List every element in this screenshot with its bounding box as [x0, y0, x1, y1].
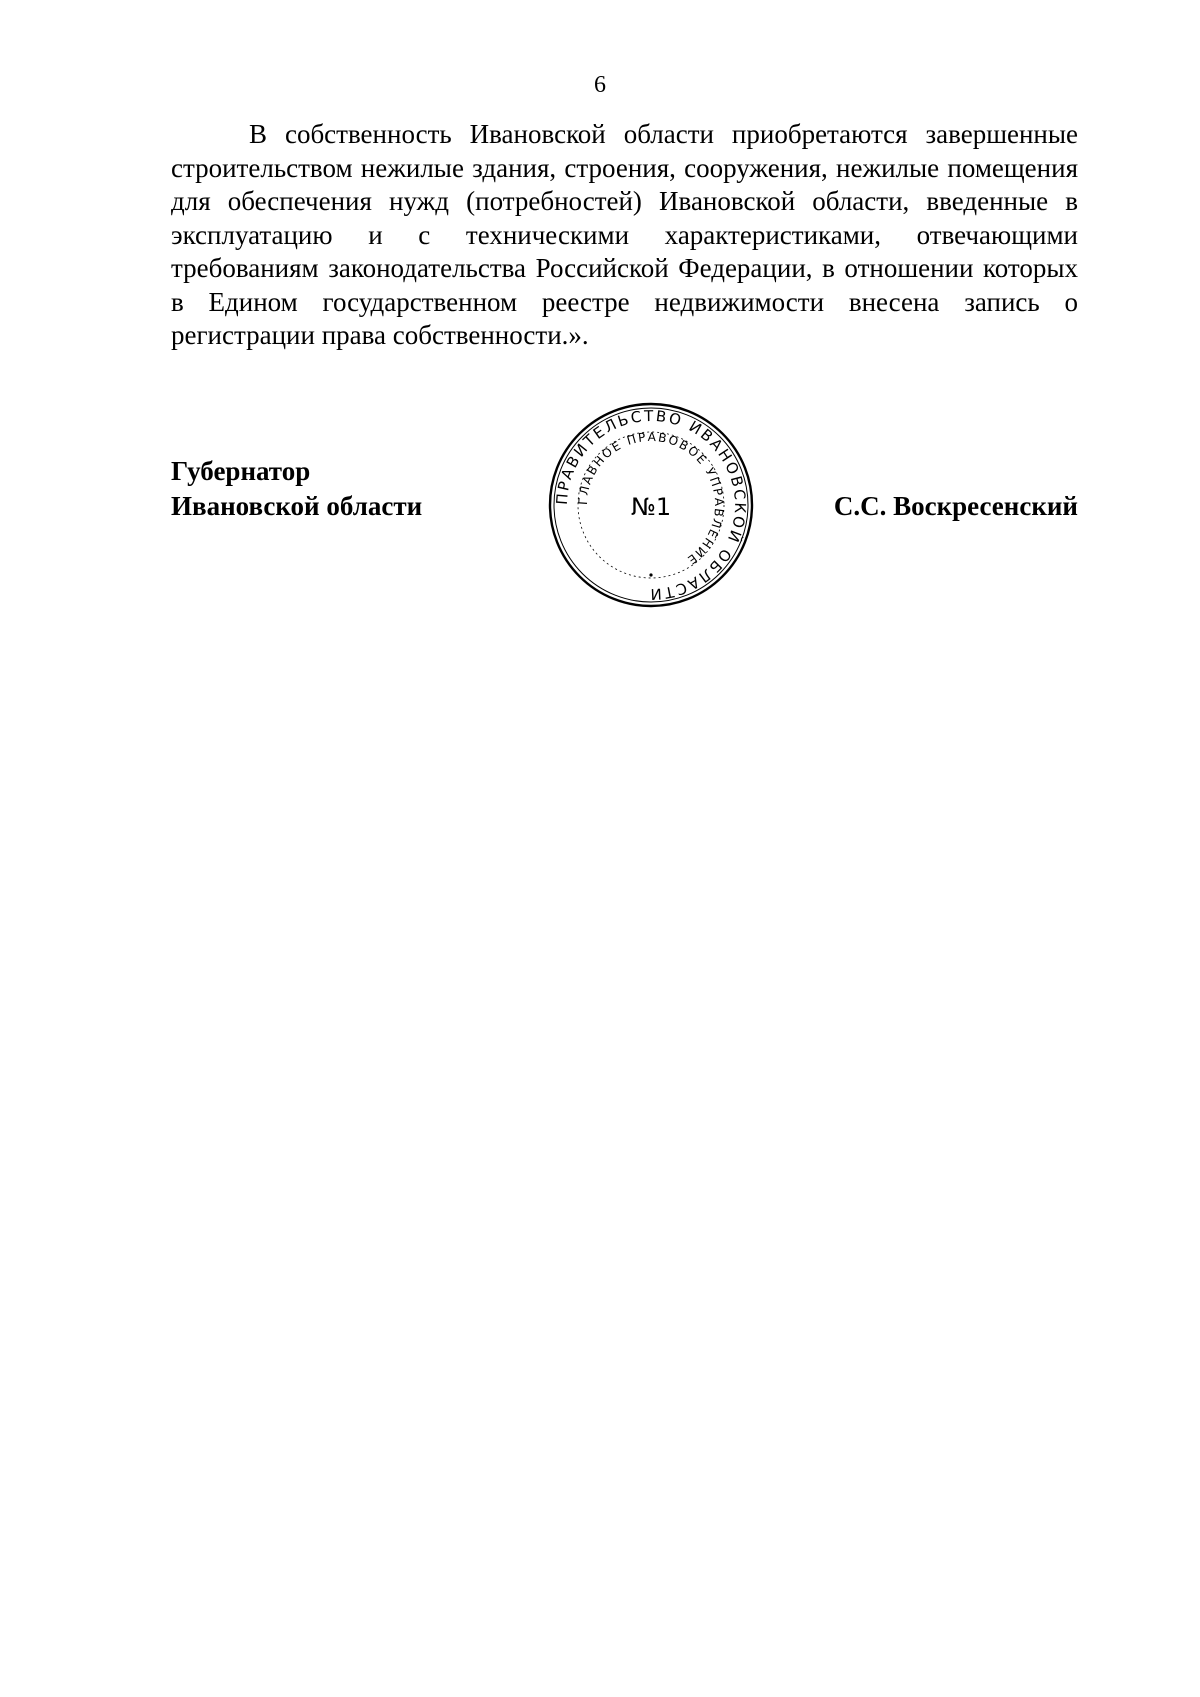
page-number: 6: [594, 72, 606, 98]
signature-position-line2: Ивановской области: [171, 491, 423, 521]
seal-outer-text: ПРАВИТЕЛЬСТВО ИВАНОВСКОЙ ОБЛАСТИ: [552, 406, 750, 604]
seal-icon: [546, 400, 756, 610]
signature-name: С.С. Воскресенский: [833, 491, 1078, 521]
seal-inner-text: ГЛАВНОЕ ПРАВОВОЕ УПРАВЛЕНИЕ: [575, 429, 727, 568]
signature-position: [171, 454, 422, 524]
body-paragraph: В собственность Ивановской области приобретаются завершенные строительством нежилые здания, строения, сооружения, нежилые помещения для обеспечения нужд (потребностей) Ивановской области, введенные в эксплуатацию и с техническими характеристиками, отвечающими требованиям законодательства Российской Федерации, в отношении которых в Едином государственном реестре недвижимости внесена запись о регистрации права собственности.».: [171, 119, 1078, 350]
seal-center-text: №1: [630, 493, 672, 521]
signature-position-line1: Губернатор: [171, 456, 311, 486]
official-seal: [546, 400, 756, 610]
